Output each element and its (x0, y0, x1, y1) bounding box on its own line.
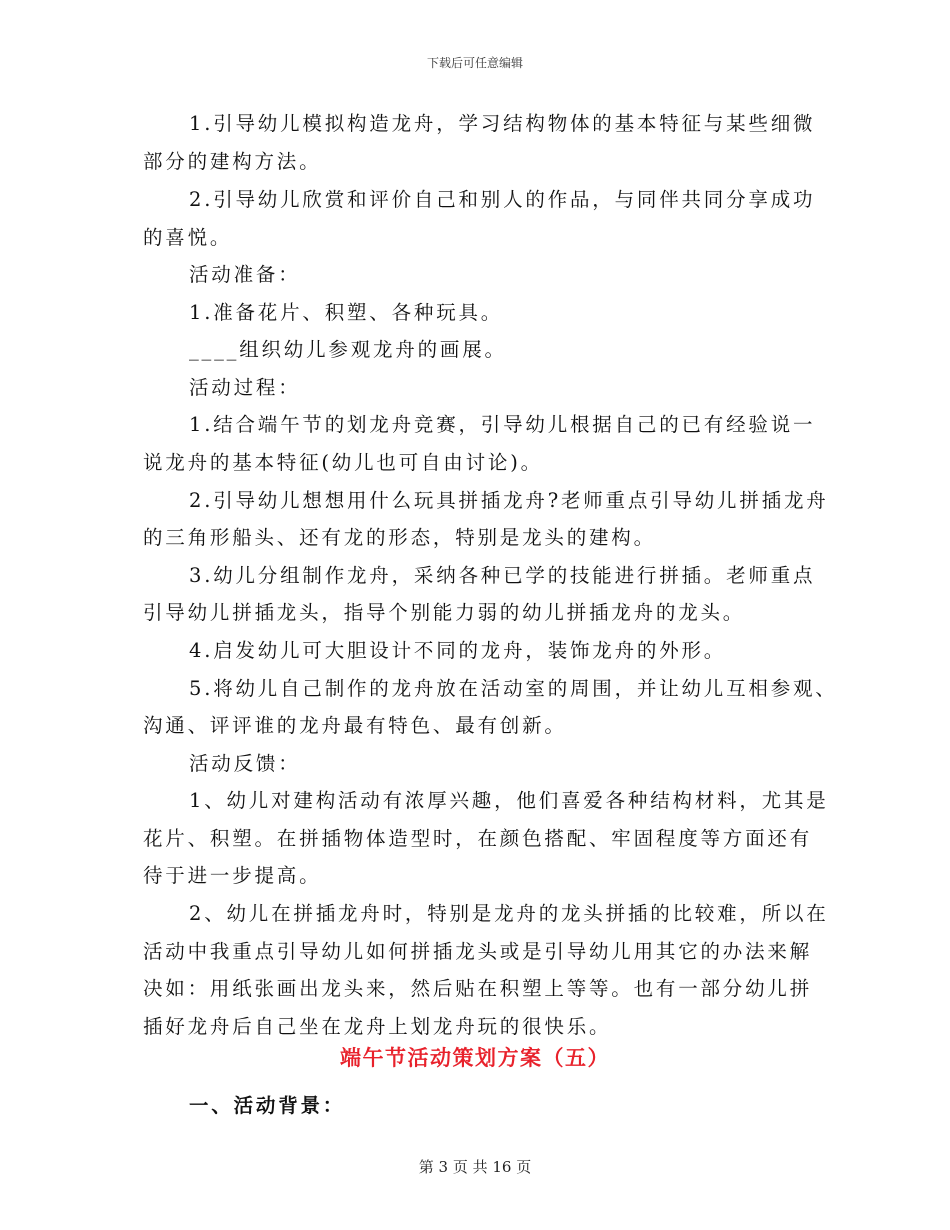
paragraph-line: 1.准备花片、积塑、各种玩具。 (189, 301, 504, 324)
paragraph-line: 1.结合端午节的划龙舟竞赛，引导幼儿根据自己的已有经验说一 (189, 413, 816, 436)
paragraph-line: 插好龙舟后自己坐在龙舟上划龙舟玩的很快乐。 (143, 1015, 612, 1038)
paragraph-line: 3.幼儿分组制作龙舟，采纳各种已学的技能进行拼插。老师重点 (189, 564, 816, 587)
paragraph-line: 沟通、评评谁的龙舟最有特色、最有创新。 (143, 714, 567, 737)
paragraph-line: 花片、积塑。在拼插物体造型时，在颜色搭配、牢固程度等方面还有 (143, 827, 813, 850)
paragraph-line: 5.将幼儿自己制作的龙舟放在活动室的周围，并让幼儿互相参观、 (189, 677, 838, 700)
paragraph-line: ____组织幼儿参观龙舟的画展。 (189, 338, 507, 361)
paragraph-line: 的三角形船头、还有龙的形态，特别是龙头的建构。 (143, 526, 656, 549)
paragraph-line: 2.引导幼儿想想用什么玩具拼插龙舟?老师重点引导幼儿拼插龙舟 (189, 489, 829, 512)
paragraph-line: 决如：用纸张画出龙头来，然后贴在积塑上等等。也有一部分幼儿拼 (143, 977, 813, 1000)
paragraph-line: 的喜悦。 (143, 226, 233, 249)
paragraph-line: 待于进一步提高。 (143, 864, 322, 887)
paragraph-line: 1、幼儿对建构活动有浓厚兴趣，他们喜爱各种结构材料，尤其是 (189, 789, 829, 812)
section-title: 端午节活动策划方案（五） (340, 1045, 610, 1070)
page-footer: 第 3 页 共 16 页 (418, 1158, 532, 1176)
page-header: 下载后可任意编辑 (426, 56, 523, 70)
paragraph-line: 引导幼儿拼插龙头，指导个别能力弱的幼儿拼插龙舟的龙头。 (143, 601, 746, 624)
paragraph-line: 部分的建构方法。 (143, 150, 322, 173)
section-label: 活动反馈： (189, 752, 301, 775)
paragraph-line: 活动中我重点引导幼儿如何拼插龙头或是引导幼儿用其它的办法来解 (143, 940, 813, 963)
paragraph-line: 1.引导幼儿模拟构造龙舟，学习结构物体的基本特征与某些细微 (189, 112, 816, 135)
paragraph-line: 2、幼儿在拼插龙舟时，特别是龙舟的龙头拼插的比较难，所以在 (189, 902, 829, 925)
section-label: 活动准备： (189, 263, 301, 286)
section-label: 活动过程： (189, 376, 301, 399)
paragraph-line: 4.启发幼儿可大胆设计不同的龙舟，装饰龙舟的外形。 (189, 639, 727, 662)
paragraph-line: 2.引导幼儿欣赏和评价自己和别人的作品，与同伴共同分享成功 (189, 188, 816, 211)
subheading: 一、活动背景： (189, 1094, 346, 1117)
paragraph-line: 说龙舟的基本特征(幼儿也可自由讨论)。 (143, 451, 543, 474)
